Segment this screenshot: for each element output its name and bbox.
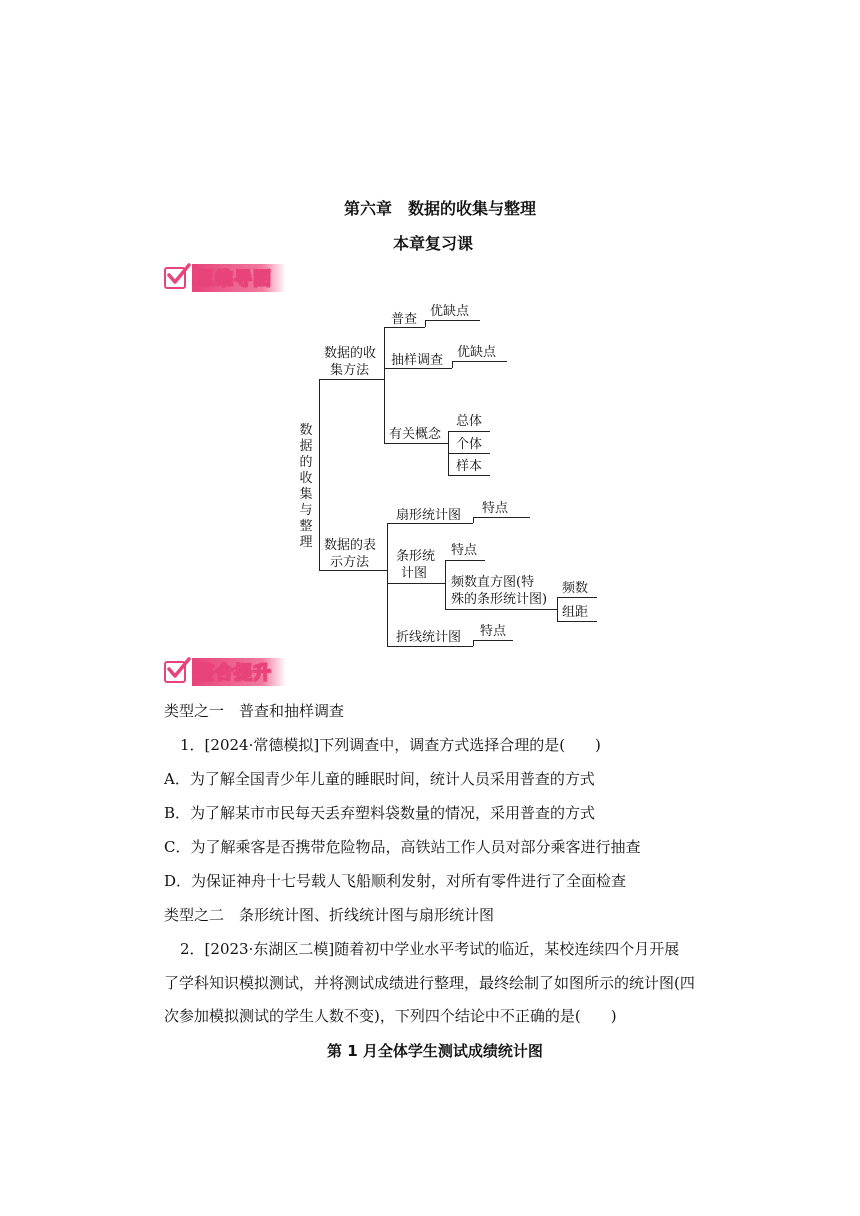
concept-item: 样本 xyxy=(456,459,483,474)
section-header-integration xyxy=(164,658,286,686)
represent-label-2: 示方法 xyxy=(330,555,370,570)
section-label-integration: 整合提升 xyxy=(192,658,286,686)
section-header-mindmap xyxy=(164,264,286,292)
sampling-child: 优缺点 xyxy=(457,345,497,360)
pie-label: 扇形统计图 xyxy=(396,508,462,523)
q1-option-b: B．为了解某市市民每天丢弃塑料袋数量的情况，采用普查的方式 xyxy=(164,804,596,822)
q1-option-a: A．为了解全国青少年儿童的睡眠时间，统计人员采用普查的方式 xyxy=(164,770,595,788)
bar-label-2: 计图 xyxy=(401,566,428,581)
line-chart-label: 折线统计图 xyxy=(396,630,462,645)
figure-caption: 第 1 月全体学生测试成绩统计图 xyxy=(327,1042,543,1060)
q1-stem: 1．[2024·常德模拟]下列调查中，调查方式选择合理的是( ) xyxy=(180,736,601,754)
bar-child: 特点 xyxy=(451,543,478,558)
collect-label-1: 数据的收 xyxy=(324,346,377,361)
mindmap-root: 数 据 的 收 集 与 整 理 xyxy=(299,423,313,550)
q2-text-line3: 次参加模拟测试的学生人数不变)，下列四个结论中不正确的是( ) xyxy=(164,1007,617,1025)
section-label-mindmap: 思维导图 xyxy=(192,264,286,292)
collect-label-2: 集方法 xyxy=(330,363,370,378)
chapter-title: 第六章 数据的收集与整理 xyxy=(344,199,537,218)
represent-label-1: 数据的表 xyxy=(324,538,377,553)
concept-item: 总体 xyxy=(456,414,483,429)
type1-heading: 类型之一 普查和抽样调查 xyxy=(164,702,345,720)
sampling-label: 抽样调查 xyxy=(391,353,444,368)
hist-item: 组距 xyxy=(562,605,589,620)
concept-item: 个体 xyxy=(456,437,483,452)
q2-text-line1: 2．[2023·东湖区二模]随着初中学业水平考试的临近，某校连续四个月开展 xyxy=(180,940,680,958)
q1-option-c: C．为了解乘客是否携带危险物品，高铁站工作人员对部分乘客进行抽查 xyxy=(164,838,641,856)
pie-child: 特点 xyxy=(482,501,509,516)
hist-label-2: 殊的条形统计图) xyxy=(451,592,548,607)
bar-label-1: 条形统 xyxy=(396,549,436,564)
q1-option-d: D．为保证神舟十七号载人飞船顺利发射，对所有零件进行了全面检查 xyxy=(164,872,627,890)
concepts-label: 有关概念 xyxy=(389,427,442,442)
type2-heading: 类型之二 条形统计图、折线统计图与扇形统计图 xyxy=(164,906,495,924)
q2-text-line2: 了学科知识模拟测试，并将测试成绩进行整理，最终绘制了如图所示的统计图(四 xyxy=(164,974,695,992)
checkbox-icon xyxy=(164,661,186,683)
hist-item: 频数 xyxy=(562,581,589,596)
line-chart-child: 特点 xyxy=(480,624,507,639)
hist-label-1: 频数直方图(特 xyxy=(451,575,535,590)
lesson-title: 本章复习课 xyxy=(393,234,474,253)
census-child: 优缺点 xyxy=(430,304,470,319)
census-label: 普查 xyxy=(391,312,418,327)
checkbox-icon xyxy=(164,267,186,289)
